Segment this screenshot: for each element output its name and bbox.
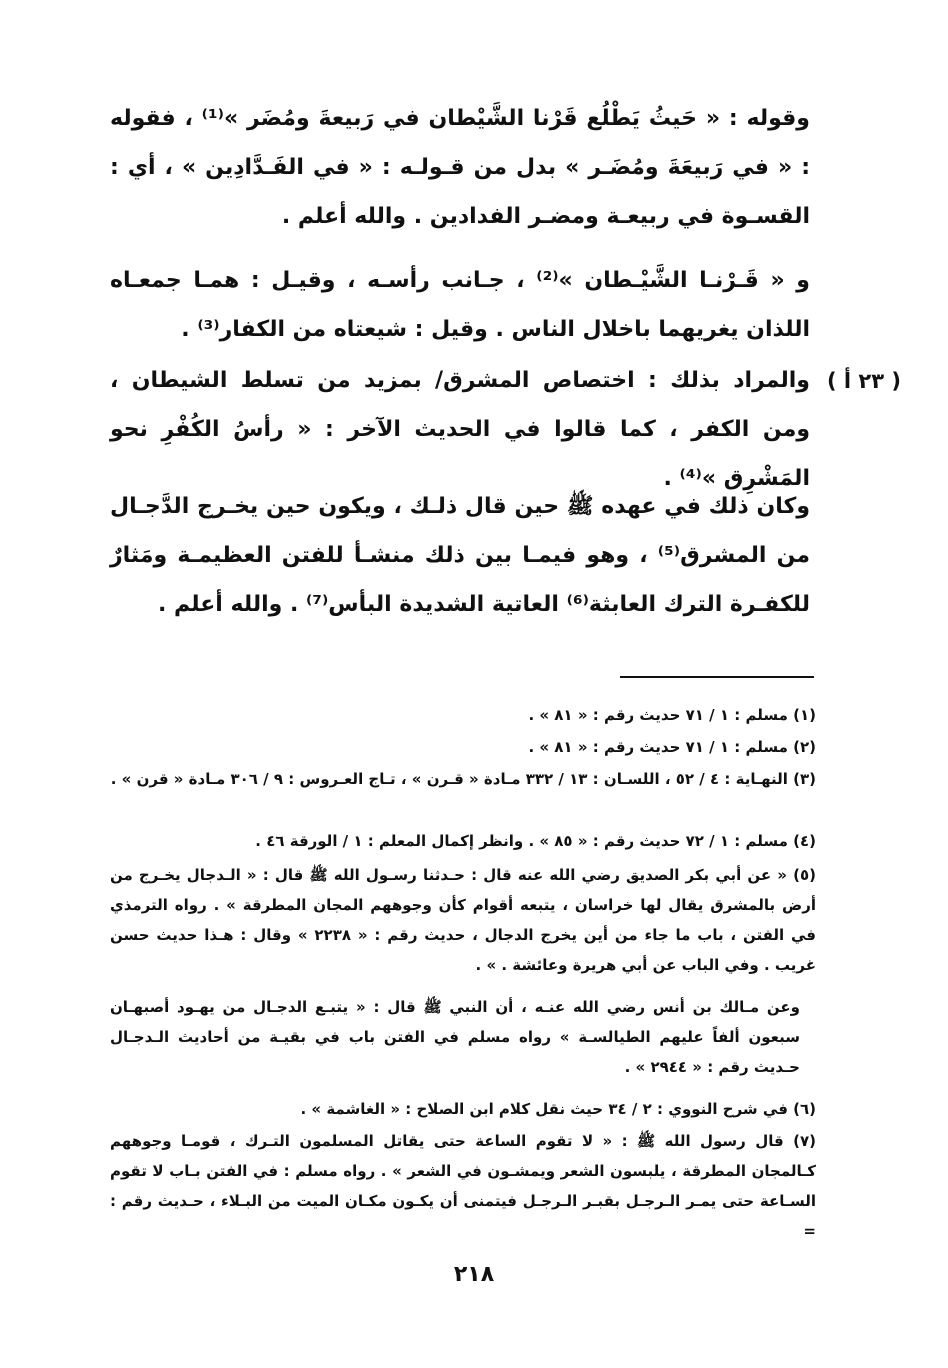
footnote-separator: [620, 676, 814, 678]
footnote-5-continued: وعن مـالك بن أنس رضي الله عنـه ، أن النبي ﷺ قال : « يتبـع الدجـال من يهـود أصبهـان سبعون ألفاً عليهم الطيالسـة » رواه مسلم في الفتن باب في بقيـة من أحاديث الـدجـال حـديث رقم : « ٢٩٤٤ » .: [110, 998, 800, 1076]
footnote-7: (٧) قال رسول الله ﷺ : « لا تقوم الساعة حتى يقاتل المسلمون التـرك ، قومـا وجوههم كـالمجان المطرقة ، يلبسون الشعر ويمشـون في الشعر » . رواه مسلم : في الفتن بـاب لا تقوم السـاعة حتى يمـر الـرجـل بقبـر الـرجـل فيتمنى أن يكـون مكـان الميت من البـلاء ، حـديث رقم : =: [110, 1132, 816, 1240]
paragraph-3: والمراد بذلك : اختصاص المشرق/ بمزيد من تسلط الشيطان ، ومن الكفر ، كما قالوا في الحديث الآخر : « رأسُ الكُفْرِ نحو المَشْرِق »⁽⁴⁾ .: [110, 368, 810, 491]
margin-folio-marker: ( ٢٣ أ ): [827, 369, 901, 393]
footnote-6: (٦) في شرح النووي : ٢ / ٣٤ حيث نقل كلام ابن الصلاح : « الغاشمة » .: [300, 1100, 816, 1118]
paragraph-2: و « قَـرْنـا الشَّيْـطان »⁽²⁾ ، جـانب رأسـه ، وقيـل : همـا جمعـاه اللذان يغريهما باخلال الناس . وقيل : شيعتاه من الكفار⁽³⁾ .: [110, 268, 810, 342]
footnote-5: (٥) « عن أبي بكر الصديق رضي الله عنه قال : حـدثنا رسـول الله ﷺ قال : « الـدجال يخـرج من أرض بالمشرق يقال لها خراسان ، يتبعه أقوام كأن وجوههم المجان المطرقة » . رواه الترمذي في الفتن ، باب ما جاء من أين يخرج الدجال ، حديث رقم : « ٢٢٣٨ » وقال : هـذا حديث حسن غريب . وفي الباب عن أبي هريرة وعائشة . » .: [110, 866, 816, 974]
paragraph-1: وقوله : « حَيثُ يَطْلُع قَرْنا الشَّيْطان في رَبيعةَ ومُضَر »⁽¹⁾ ، فقوله : « في رَبيعَةَ ومُضَـر » بدل من قـولـه : « في الفَـدَّادِين » ، أي : القسـوة في ربيعـة ومضـر الفدادين . والله أعلم .: [110, 106, 810, 229]
footnote-3: (٣) النهـاية : ٤ / ٥٢ ، اللسـان : ١٣ / ٣٣٢ مـادة « قـرن » ، تـاج العـروس : ٩ / ٣٠٦ مـادة « قرن » .: [110, 770, 816, 788]
footnote-2: (٢) مسلم : ١ / ٧١ حديث رقم : « ٨١ » .: [528, 738, 816, 756]
paragraph-4: وكان ذلك في عهده ﷺ حين قال ذلـك ، ويكون حين يخـرج الدَّجـال من المشرق⁽⁵⁾ ، وهو فيمـا بين ذلك منشـأ للفتن العظيمـة ومَثارٌ للكفـرة الترك العابثة⁽⁶⁾ العاتية الشديدة البأس⁽⁷⁾ . والله أعلم .: [110, 494, 810, 617]
page-number: ٢١٨: [453, 1262, 495, 1287]
footnote-1: (١) مسلم : ١ / ٧١ حديث رقم : « ٨١ » .: [528, 706, 816, 724]
footnote-4: (٤) مسلم : ١ / ٧٢ حديث رقم : « ٨٥ » . وانظر إكمال المعلم : ١ / الورقة ٤٦ .: [255, 832, 816, 850]
